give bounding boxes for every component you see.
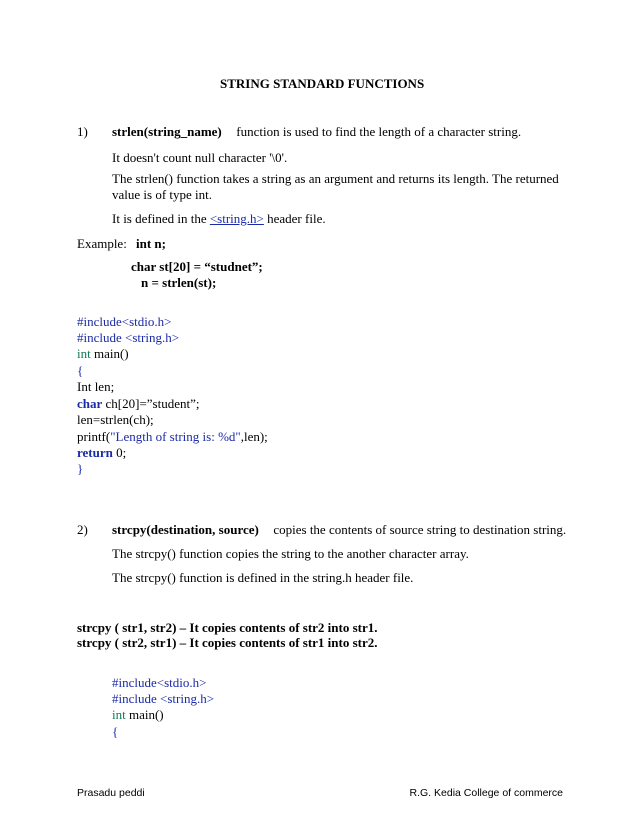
defined-in-note [112, 211, 326, 227]
code-close-brace: } [77, 461, 84, 476]
code-char-keyword: char [77, 396, 103, 411]
defined-in-prefix: It is defined in the [112, 211, 210, 226]
code-char-declaration [77, 396, 200, 412]
code-main: main() [90, 346, 129, 361]
section-number: 2) [77, 522, 88, 537]
code-printf-line [77, 429, 268, 445]
code-return-keyword: return [77, 445, 113, 460]
strcpy-note-2: The strcpy() function is defined in the string.h header file. [112, 570, 414, 585]
footer-college: R.G. Kedia College of commerce [409, 787, 563, 799]
example-line-1: int n; [136, 236, 166, 251]
function-name: strcpy(destination, source) [112, 522, 259, 537]
code-int-keyword: int [77, 346, 91, 361]
function-heading [112, 522, 566, 538]
code-main: main() [125, 707, 164, 722]
code-printf-prefix: printf( [77, 429, 111, 444]
example-line-3: n = strlen(st); [141, 275, 217, 290]
function-description: copies the contents of source string to destination string. [273, 522, 567, 537]
code-int-keyword: int [112, 707, 126, 722]
example-line-2: char st[20] = “studnet”; [131, 259, 263, 274]
section-number: 1) [77, 124, 88, 139]
code-printf-string: "Length of string is: %d" [110, 429, 241, 444]
example-label: Example: [77, 236, 127, 251]
strcpy-note-1: The strcpy() function copies the string to the another character array. [112, 546, 469, 561]
defined-in-suffix: header file. [263, 211, 326, 226]
code-include-stdio: #include<stdio.h> [112, 675, 207, 690]
code-main-signature [112, 707, 164, 723]
strlen-paragraph-line-2: value is of type int. [112, 187, 213, 202]
code-return-rest: 0; [112, 445, 127, 460]
code-return-line [77, 445, 126, 461]
null-char-note: It doesn't count null character '\0'. [112, 150, 288, 165]
page-title: STRING STANDARD FUNCTIONS [220, 76, 425, 91]
string-h-link[interactable]: <string.h> [209, 211, 264, 226]
code-strlen-call: len=strlen(ch); [77, 412, 154, 427]
usage-line-2: strcpy ( str2, str1) – It copies contents of str1 into str2. [77, 635, 378, 650]
footer-author: Prasadu peddi [77, 787, 145, 799]
usage-line-1: strcpy ( str1, str2) – It copies contents of str2 into str1. [77, 620, 378, 635]
code-int-len: Int len; [77, 379, 115, 394]
strlen-paragraph-line-1: The strlen() function takes a string as an argument and returns its length. The returned [112, 171, 559, 186]
code-open-brace: { [77, 363, 84, 378]
function-description: function is used to find the length of a character string. [236, 124, 522, 139]
code-char-rest: ch[20]=”student”; [102, 396, 200, 411]
function-name: strlen(string_name) [112, 124, 222, 139]
code-include-string: #include <string.h> [112, 691, 215, 706]
code-include-string: #include <string.h> [77, 330, 180, 345]
code-main-signature [77, 346, 129, 362]
function-heading [112, 124, 521, 140]
code-include-stdio: #include<stdio.h> [77, 314, 172, 329]
code-printf-suffix: ,len); [240, 429, 268, 444]
code-open-brace: { [112, 724, 119, 739]
